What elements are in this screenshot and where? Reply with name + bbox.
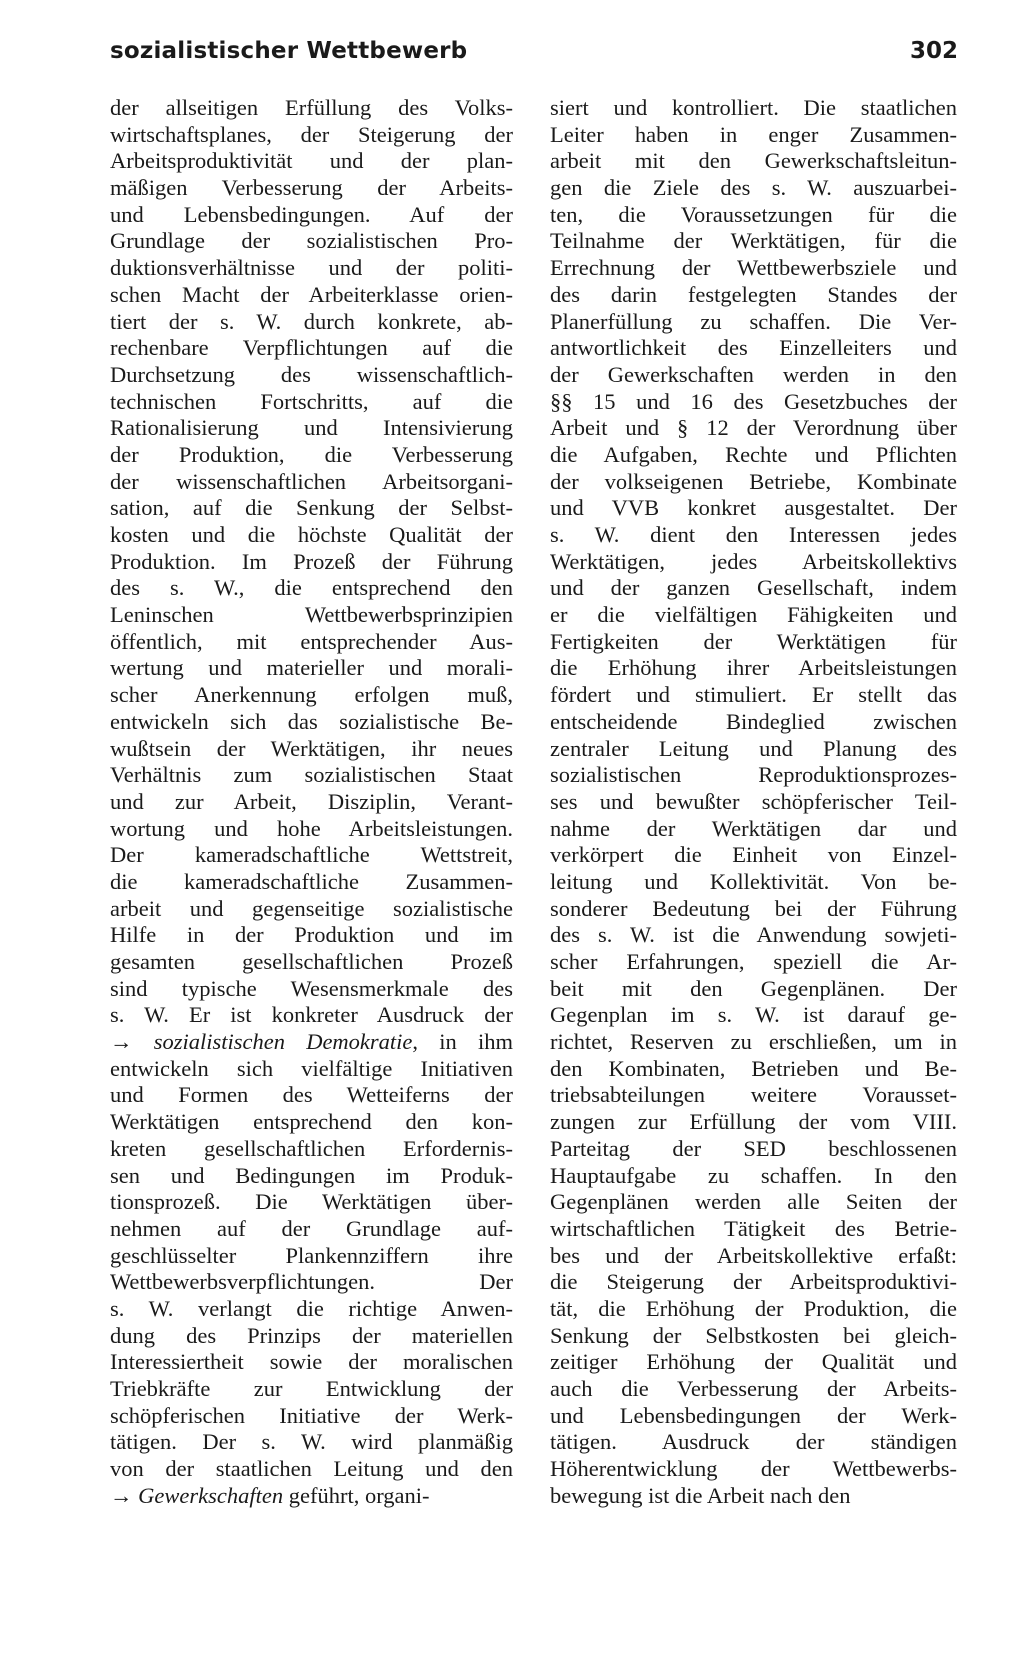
text-line: zentraler Leitung und Planung des [550,735,957,761]
text-line: und der ganzen Gesellschaft, indem [550,575,957,601]
text-line: richtet, Reserven zu erschließen, um in [550,1029,957,1055]
text-line: sen und Bedingungen im Produk- [110,1162,513,1188]
text-line: und VVB konkret ausgestaltet. Der [550,495,957,521]
text-line: Werktätigen, jedes Arbeitskollektivs [550,548,957,574]
text-line: Interessiertheit sowie der moralischen [110,1349,513,1375]
text-line: Errechnung der Wettbewerbsziele und [550,255,957,281]
text-line: nehmen auf der Grundlage auf- [110,1215,513,1241]
text-line: die Erhöhung ihrer Arbeitsleistungen [550,655,957,681]
text-line: Der kameradschaftliche Wettstreit, [110,842,513,868]
text-line: die Steigerung der Arbeitsproduktivi- [550,1269,957,1295]
text-line: geschlüsselter Plankennziffern ihre [110,1242,513,1268]
text-line: wirtschaftlichen Tätigkeit des Betrie- [550,1215,957,1241]
text-line: auch die Verbesserung der Arbeits- [550,1376,957,1401]
text-line: scher Erfahrungen, speziell die Ar- [550,949,957,974]
text-line: s. W. verlangt die richtige Anwen- [110,1295,513,1321]
text-line: und Lebensbedingungen der Werk- [550,1402,957,1428]
text-line: tionsprozeß. Die Werktätigen über- [110,1189,513,1215]
text-line: Planerfüllung zu schaffen. Die Ver- [550,308,957,334]
text-line: nahme der Werktätigen dar und [550,815,957,841]
text-line: Hauptaufgabe zu schaffen. In den [550,1162,957,1188]
cross-reference-arrow-icon: → [110,1482,133,1508]
text-line: bes und der Arbeitskollektive erfaßt: [550,1242,957,1268]
text-line: Arbeit und § 12 der Verordnung über [550,415,957,441]
text-line: verkörpert die Einheit von Einzel- [550,842,957,868]
text-line: sation, auf die Senkung der Selbst- [110,495,513,521]
text-line: ses und bewußter schöpferischer Teil- [550,788,957,814]
text-line: §§ 15 und 16 des Gesetzbuches der [550,388,957,414]
text-line: Höherentwicklung der Wettbewerbs- [550,1456,957,1482]
text-line [110,1483,513,1510]
text-line: tätigen. Ausdruck der ständigen [550,1429,957,1455]
text-line: s. W. dient den Interessen jedes [550,522,957,547]
text-line: Parteitag der SED beschlossenen [550,1135,957,1161]
text-line: Produktion. Im Prozeß der Führung [110,548,513,574]
text-line: s. W. Er ist konkreter Ausdruck der [110,1002,513,1028]
text-line: kosten und die höchste Qualität der [110,522,513,547]
running-header-title: sozialistischer Wettbewerb [110,38,468,64]
text-line: Leiter haben in enger Zusammen- [550,121,957,147]
text-line: tätigen. Der s. W. wird planmäßig [110,1429,513,1455]
text-line: Gegenplänen werden alle Seiten der [550,1189,957,1215]
text-line: Triebkräfte zur Entwicklung der [110,1376,513,1401]
text-line: Werktätigen entsprechend den kon- [110,1109,513,1135]
text-line: von der staatlichen Leitung und den [110,1456,513,1482]
text-line: zeitiger Erhöhung der Qualität und [550,1349,957,1375]
text-line: gesamten gesellschaftlichen Prozeß [110,949,513,974]
text-line: gen die Ziele des s. W. auszuarbei- [550,175,957,201]
text-line: sozialistischen Reproduktionsprozes- [550,762,957,788]
text-line: und Formen des Wetteiferns der [110,1082,513,1108]
text-column-right [550,95,957,1509]
text-line: wortung und hohe Arbeitsleistungen. [110,815,513,841]
text-line: rechenbare Verpflichtungen auf die [110,335,513,361]
text-line: arbeit und gegenseitige sozialistische [110,895,513,921]
cross-reference-link[interactable]: sozialistischen Demokratie [153,1029,413,1055]
text-line: arbeit mit den Gewerkschaftsleitun- [550,148,957,174]
text-fragment: , in ihm [412,1029,513,1055]
text-line: der allseitigen Erfüllung des Volks- [110,95,513,120]
text-line: Grundlage der sozialistischen Pro- [110,228,513,254]
text-line: sonderer Bedeutung bei der Führung [550,895,957,921]
text-line: technischen Fortschritts, auf die [110,388,513,414]
text-line: die Aufgaben, Rechte und Pflichten [550,441,957,467]
text-line: der wissenschaftlichen Arbeitsorgani- [110,468,513,494]
text-line: Rationalisierung und Intensivierung [110,415,513,441]
text-line: öffentlich, mit entsprechender Aus- [110,628,513,654]
text-line: der Produktion, die Verbesserung [110,441,513,467]
text-line: wußtsein der Werktätigen, ihr neues [110,735,513,761]
text-line: des s. W. ist die Anwendung sowjeti- [550,922,957,948]
text-line: bewegung ist die Arbeit nach den [550,1482,851,1508]
text-line: entscheidende Bindeglied zwischen [550,708,957,734]
text-line: wirtschaftsplanes, der Steigerung der [110,121,513,147]
text-line: Leninschen Wettbewerbsprinzipien [110,602,513,628]
text-line: Wettbewerbsverpflichtungen. Der [110,1269,513,1295]
text-line [110,1029,513,1056]
text-line: und Lebensbedingungen. Auf der [110,201,513,227]
text-line: beit mit den Gegenplänen. Der [550,975,957,1001]
text-line: den Kombinaten, Betrieben und Be- [550,1055,957,1081]
text-line: des s. W., die entsprechend den [110,575,513,601]
text-line: Durchsetzung des wissenschaftlich- [110,361,513,387]
text-line: scher Anerkennung erfolgen muß, [110,682,513,708]
text-line: schen Macht der Arbeiterklasse orien- [110,281,513,307]
text-line: entwickeln sich das sozialistische Be- [110,708,513,734]
text-line: tät, die Erhöhung der Produktion, die [550,1295,957,1321]
text-line: Gegenplan im s. W. ist darauf ge- [550,1002,957,1028]
text-line: der volkseigenen Betriebe, Kombinate [550,468,957,494]
text-line: Senkung der Selbstkosten bei gleich- [550,1322,957,1348]
text-line: triebsabteilungen weitere Vorausset- [550,1082,957,1108]
text-line: zungen zur Erfüllung der vom VIII. [550,1109,957,1135]
page-number: 302 [909,38,958,64]
text-line: die kameradschaftliche Zusammen- [110,868,513,894]
text-line: kreten gesellschaftlichen Erfordernis- [110,1135,513,1161]
cross-reference-arrow-icon: → [110,1029,133,1055]
text-line: tiert der s. W. durch konkrete, ab- [110,308,513,334]
cross-reference-link[interactable]: Gewerkschaften [138,1482,284,1508]
text-line: antwortlichkeit des Einzelleiters und [550,335,957,361]
text-line: schöpferischen Initiative der Werk- [110,1402,513,1428]
text-line: des darin festgelegten Standes der [550,281,957,307]
text-line: duktionsverhältnisse und der politi- [110,255,513,281]
text-line: siert und kontrolliert. Die staatlichen [550,95,957,120]
text-line: Fertigkeiten der Werktätigen für [550,628,957,654]
text-line: mäßigen Verbesserung der Arbeits- [110,175,513,201]
text-line: wertung und materieller und morali- [110,655,513,681]
text-line: ten, die Voraussetzungen für die [550,201,957,227]
text-line: und zur Arbeit, Disziplin, Verant- [110,788,513,814]
text-fragment: geführt, organi- [283,1482,430,1508]
text-line: Hilfe in der Produktion und im [110,922,513,948]
text-line: Arbeitsproduktivität und der plan- [110,148,513,174]
text-line: der Gewerkschaften werden in den [550,361,957,387]
text-line: fördert und stimuliert. Er stellt das [550,682,957,708]
text-line: sind typische Wesensmerkmale des [110,975,513,1001]
text-line: er die vielfältigen Fähigkeiten und [550,602,957,628]
text-line: entwickeln sich vielfältige Initiativen [110,1055,513,1081]
text-line: dung des Prinzips der materiellen [110,1322,513,1348]
text-column-left [110,95,513,1509]
text-line: Teilnahme der Werktätigen, für die [550,228,957,254]
text-line: Verhältnis zum sozialistischen Staat [110,762,513,788]
text-line: leitung und Kollektivität. Von be- [550,868,957,894]
